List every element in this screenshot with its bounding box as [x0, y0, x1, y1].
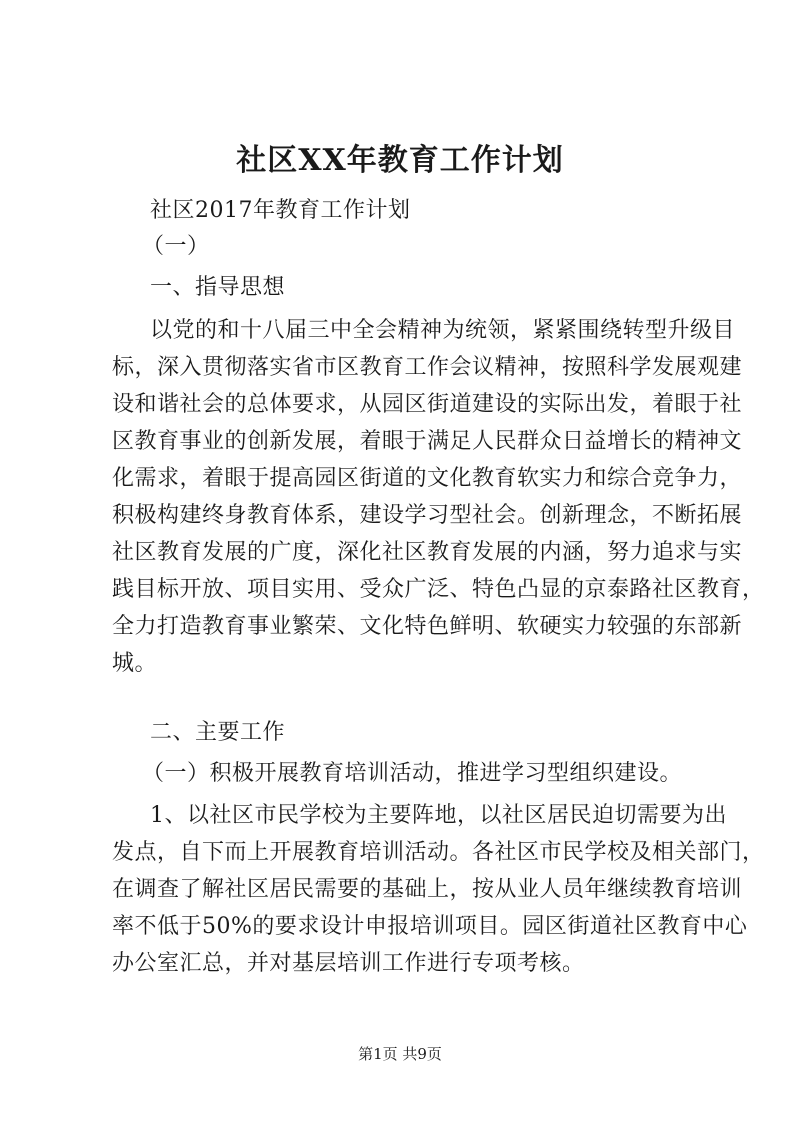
paragraph-line: 社区教育发展的广度，深化社区教育发展的内涵，努力追求与实	[112, 540, 743, 565]
heading-main-work: 二、主要工作	[150, 720, 286, 745]
paragraph-line: 全力打造教育事业繁荣、文化特色鲜明、软硬实力较强的东部新	[112, 614, 743, 639]
paragraph-line: 标，深入贯彻落实省市区教育工作会议精神，按照科学发展观建	[112, 355, 743, 380]
paragraph-line: 践目标开放、项目实用、受众广泛、特色凸显的京泰路社区教育，	[112, 577, 765, 602]
page-footer	[0, 1044, 800, 1064]
paragraph-line: 率不低于50%的要求设计申报培训项目。园区街道社区教育中心	[112, 914, 748, 939]
paragraph-line: 城。	[112, 651, 158, 676]
heading-guiding-thought: 一、指导思想	[150, 275, 286, 300]
paragraph-line: 发点，自下而上开展教育培训活动。各社区市民学校及相关部门，	[112, 840, 765, 865]
paragraph-line: 以党的和十八届三中全会精神为统领，紧紧围绕转型升级目	[150, 318, 736, 343]
paragraph-line: 区教育事业的创新发展，着眼于满足人民群众日益增长的精神文	[112, 429, 743, 454]
paragraph-line: 设和谐社会的总体要求，从园区街道建设的实际出发，着眼于社	[112, 392, 743, 417]
paragraph-line: 办公室汇总，并对基层培训工作进行专项考核。	[112, 951, 585, 976]
paragraph-line: 在调查了解社区居民需要的基础上，按从业人员年继续教育培训	[112, 877, 743, 902]
page-number: 第1页	[358, 1045, 398, 1063]
subtitle-line: 社区2017年教育工作计划	[150, 198, 411, 223]
paragraph-line: 积极构建终身教育体系，建设学习型社会。创新理念，不断拓展	[112, 503, 743, 528]
document-title: 社区XX年教育工作计划	[236, 143, 564, 178]
paragraph-line: 1、以社区市民学校为主要阵地，以社区居民迫切需要为出	[150, 803, 727, 828]
section-marker: （一）	[142, 234, 210, 259]
page-total: 共9页	[402, 1045, 442, 1063]
subheading-training: （一）积极开展教育培训活动，推进学习型组织建设。	[142, 761, 683, 786]
paragraph-line: 化需求，着眼于提高园区街道的文化教育软实力和综合竞争力，	[112, 466, 743, 491]
